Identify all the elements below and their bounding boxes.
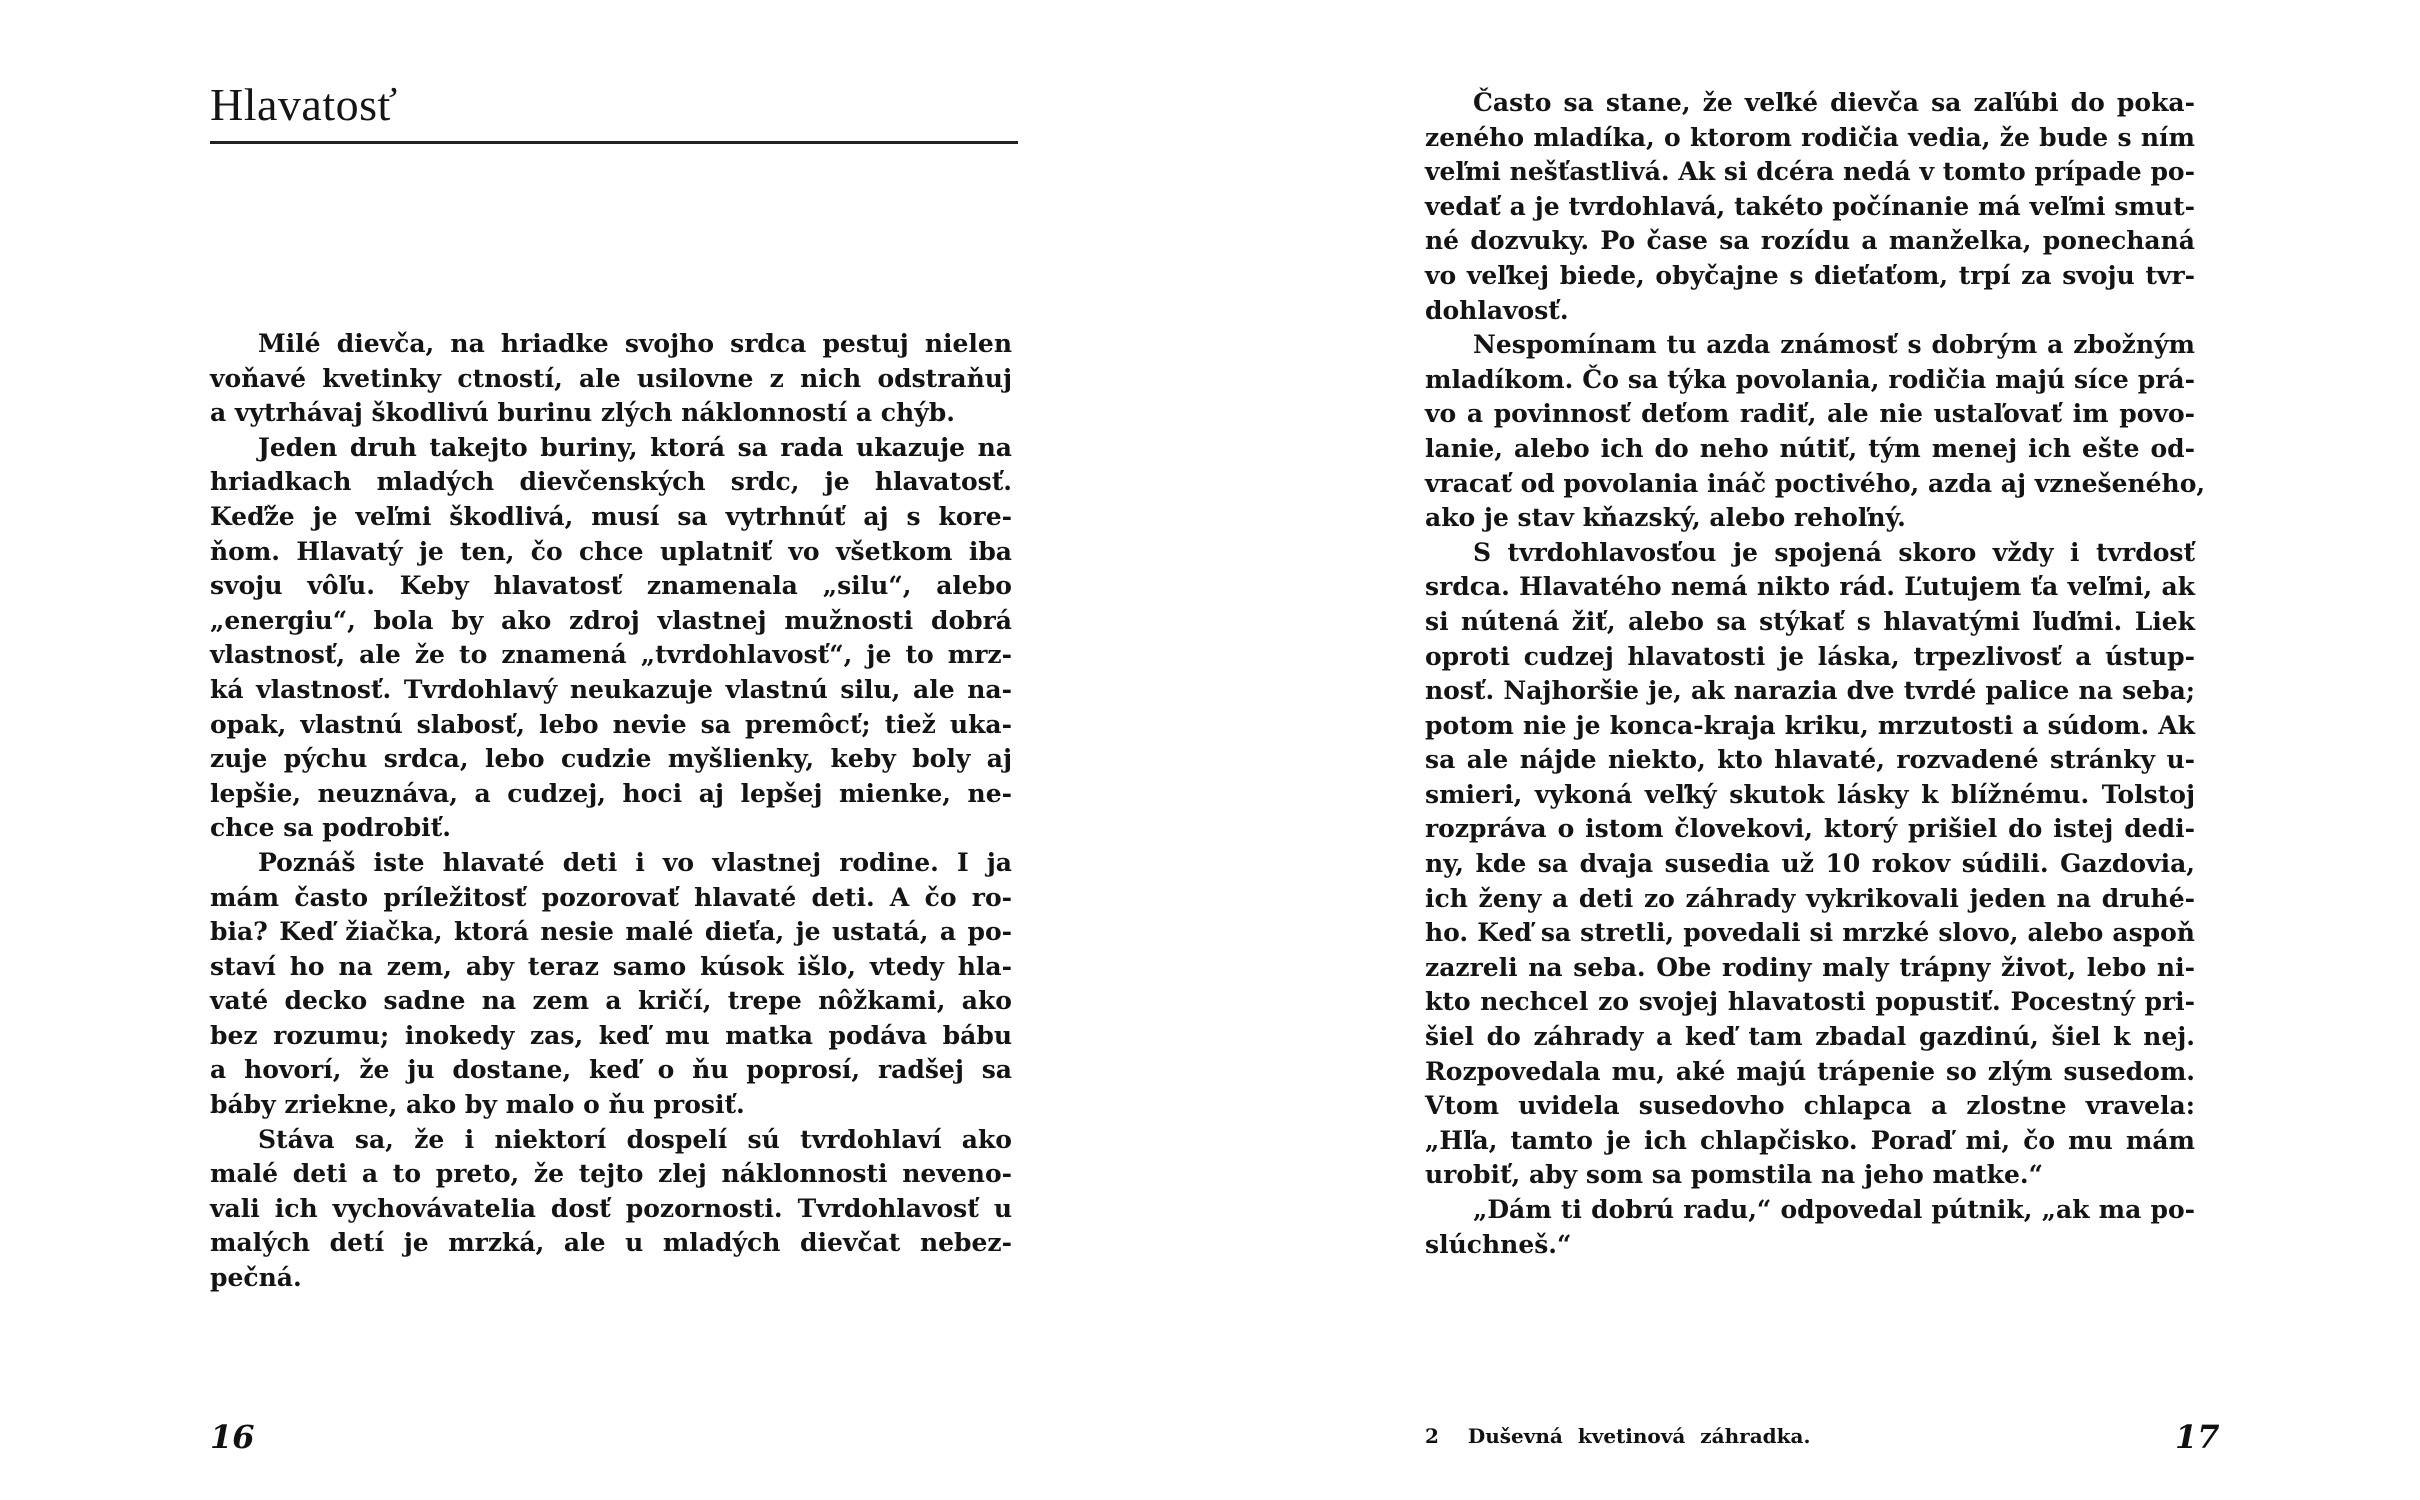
text-line: Stáva sa, že i niektorí dospelí sú tvrdohlaví ako <box>258 1124 1012 1154</box>
text-line: lepšie, neuznáva, a cudzej, hoci aj lepšej mienke, ne- <box>210 778 1012 808</box>
text-line: „Dám ti dobrú radu,“ odpovedal pútnik, „ak ma po- <box>1473 1195 2195 1224</box>
text-line: chce sa podrobiť. <box>210 813 451 843</box>
text-line: Milé dievča, na hriadke svojho srdca pestuj nielen <box>258 329 1012 358</box>
text-line: oproti cudzej hlavatosti je láska, trpezlivosť a ústup- <box>1425 641 2195 671</box>
text-line: malých detí je mrzká, ale u mladých dievčat nebez- <box>210 1228 1012 1258</box>
text-line: ká vlastnosť. Tvrdohlavý neukazuje vlastnú silu, ale na- <box>210 674 1012 704</box>
right-page-body <box>1425 86 2206 1262</box>
text-line: báby zriekne, ako by malo o ňu prosiť. <box>210 1090 745 1120</box>
text-line: a vytrhávaj škodlivú burinu zlých náklonností a chýb. <box>210 398 955 428</box>
text-line: vlastnosť, ale že to znamená „tvrdohlavosť“, je to mrz- <box>210 640 1012 670</box>
text-line: urobiť, aby som sa pomstila na jeho matke.“ <box>1425 1160 2043 1190</box>
text-line: šiel do záhrady a keď tam zbadal gazdinú, šiel k nej. <box>1425 1022 2195 1052</box>
text-line: mladíkom. Čo sa týka povolania, rodičia majú síce prá- <box>1425 364 2195 394</box>
left-page-body <box>210 327 1012 1296</box>
title-rule <box>210 141 1018 144</box>
text-line: Často sa stane, že veľké dievča sa zaľúbi do poka- <box>1473 88 2195 117</box>
text-line: staví ho na zem, aby teraz samo kúsok išlo, vtedy hla- <box>210 951 1012 981</box>
text-line: nosť. Najhoršie je, ak narazia dve tvrdé palice na seba; <box>1425 676 2195 706</box>
text-line: rozpráva o istom človekovi, ktorý prišiel do istej dedi- <box>1425 814 2195 844</box>
text-line: zazreli na seba. Obe rodiny maly trápny život, lebo ni- <box>1425 952 2195 982</box>
text-line: „Hľa, tamto je ich chlapčisko. Poraď mi, čo mu mám <box>1425 1125 2195 1155</box>
text-line: ny, kde sa dvaja susedia už 10 rokov súdili. Gazdovia, <box>1425 849 2195 879</box>
text-line: zuje pýchu srdca, lebo cudzie myšlienky, keby boly aj <box>210 744 1012 774</box>
text-line: smieri, vykoná veľký skutok lásky k blížnému. Tolstoj <box>1425 779 2195 809</box>
text-line: Keďže je veľmi škodlivá, musí sa vytrhnúť aj s kore- <box>210 501 1012 531</box>
page-number-left: 16 <box>210 1418 255 1456</box>
signature-number: 2 <box>1425 1424 1439 1448</box>
text-line: hriadkach mladých dievčenských srdc, je hlavatosť. <box>210 467 1012 497</box>
text-line: Rozpovedala mu, aké majú trápenie so zlým susedom. <box>1425 1056 2195 1086</box>
text-line: vaté decko sadne na zem a kričí, trepe nôžkami, ako <box>210 986 1012 1016</box>
text-line: Poznáš iste hlavaté deti i vo vlastnej rodine. I ja <box>258 847 1012 877</box>
chapter-title: Hlavatosť <box>210 79 398 130</box>
text-line: pečná. <box>210 1263 302 1293</box>
page-number-right: 17 <box>2175 1418 2220 1456</box>
text-line: mám často príležitosť pozorovať hlavaté deti. A čo ro- <box>210 882 1012 912</box>
text-line: dohlavosť. <box>1425 295 1569 325</box>
text-line: ňom. Hlavatý je ten, čo chce uplatniť vo všetkom iba <box>210 536 1012 566</box>
text-line: srdca. Hlavatého nemá nikto rád. Ľutujem ťa veľmi, ak <box>1425 572 2195 602</box>
text-line: slúchneš.“ <box>1425 1229 1572 1259</box>
text-line: né dozvuky. Po čase sa rozídu a manželka, ponechaná <box>1425 226 2195 256</box>
text-line: voňavé kvetinky ctností, ale usilovne z nich odstraňuj <box>210 363 1012 393</box>
text-line: vali ich vychovávatelia dosť pozornosti. Tvrdohlavosť u <box>210 1193 1012 1223</box>
text-line: vo a povinnosť deťom radiť, ale nie ustaľovať im povo- <box>1425 399 2195 429</box>
text-line: bez rozumu; inokedy zas, keď mu matka podáva bábu <box>210 1020 1012 1050</box>
text-line: zeného mladíka, o ktorom rodičia vedia, že bude s ním <box>1425 122 2195 152</box>
text-line: lanie, alebo ich do neho nútiť, tým menej ich ešte od- <box>1425 433 2195 463</box>
text-line: opak, vlastnú slabosť, lebo nevie sa premôcť; tiež uka- <box>210 709 1012 739</box>
text-line: Nespomínam tu azda známosť s dobrým a zbožným <box>1473 330 2195 360</box>
text-line: bia? Keď žiačka, ktorá nesie malé dieťa, je ustatá, a po- <box>210 917 1012 947</box>
text-line: Vtom uvidela susedovho chlapca a zlostne vravela: <box>1425 1091 2195 1121</box>
text-line: svoju vôľu. Keby hlavatosť znamenala „silu“, alebo <box>210 571 1012 601</box>
text-line: ako je stav kňazský, alebo rehoľný. <box>1425 503 1906 533</box>
text-line: Jeden druh takejto buriny, ktorá sa rada ukazuje na <box>258 432 1012 462</box>
text-line: ho. Keď sa stretli, povedali si mrzké slovo, alebo aspoň <box>1425 918 2195 948</box>
signature-mark <box>1425 1424 1810 1448</box>
text-line: vracať od povolania ináč poctivého, azda aj vznešeného, <box>1425 468 2206 498</box>
text-line: si nútená žiť, alebo sa stýkať s hlavatými ľuďmi. Liek <box>1425 606 2195 636</box>
text-line: vedať a je tvrdohlavá, takéto počínanie má veľmi smut- <box>1425 191 2195 221</box>
right-page <box>1210 0 2420 1500</box>
text-line: ich ženy a deti zo záhrady vykrikovali jeden na druhé- <box>1425 883 2195 913</box>
text-line: S tvrdohlavosťou je spojená skoro vždy i tvrdosť <box>1473 537 2195 567</box>
text-line: vo veľkej biede, obyčajne s dieťaťom, trpí za svoju tvr- <box>1425 260 2195 290</box>
text-line: sa ale nájde niekto, kto hlavaté, rozvadené stránky u- <box>1425 745 2195 775</box>
text-line: veľmi nešťastlivá. Ak si dcéra nedá v tomto prípade po- <box>1425 157 2195 187</box>
text-line: a hovorí, že ju dostane, keď o ňu poprosí, radšej sa <box>210 1055 1012 1085</box>
signature-title: Duševná kvetinová záhradka. <box>1467 1424 1811 1448</box>
text-line: „energiu“, bola by ako zdroj vlastnej mužnosti dobrá <box>210 605 1012 635</box>
text-line: potom nie je konca-kraja kriku, mrzutosti a súdom. Ak <box>1425 710 2195 740</box>
text-line: malé deti a to preto, že tejto zlej náklonnosti neveno- <box>210 1159 1012 1189</box>
text-line: kto nechcel zo svojej hlavatosti popustiť. Pocestný pri- <box>1425 987 2195 1017</box>
